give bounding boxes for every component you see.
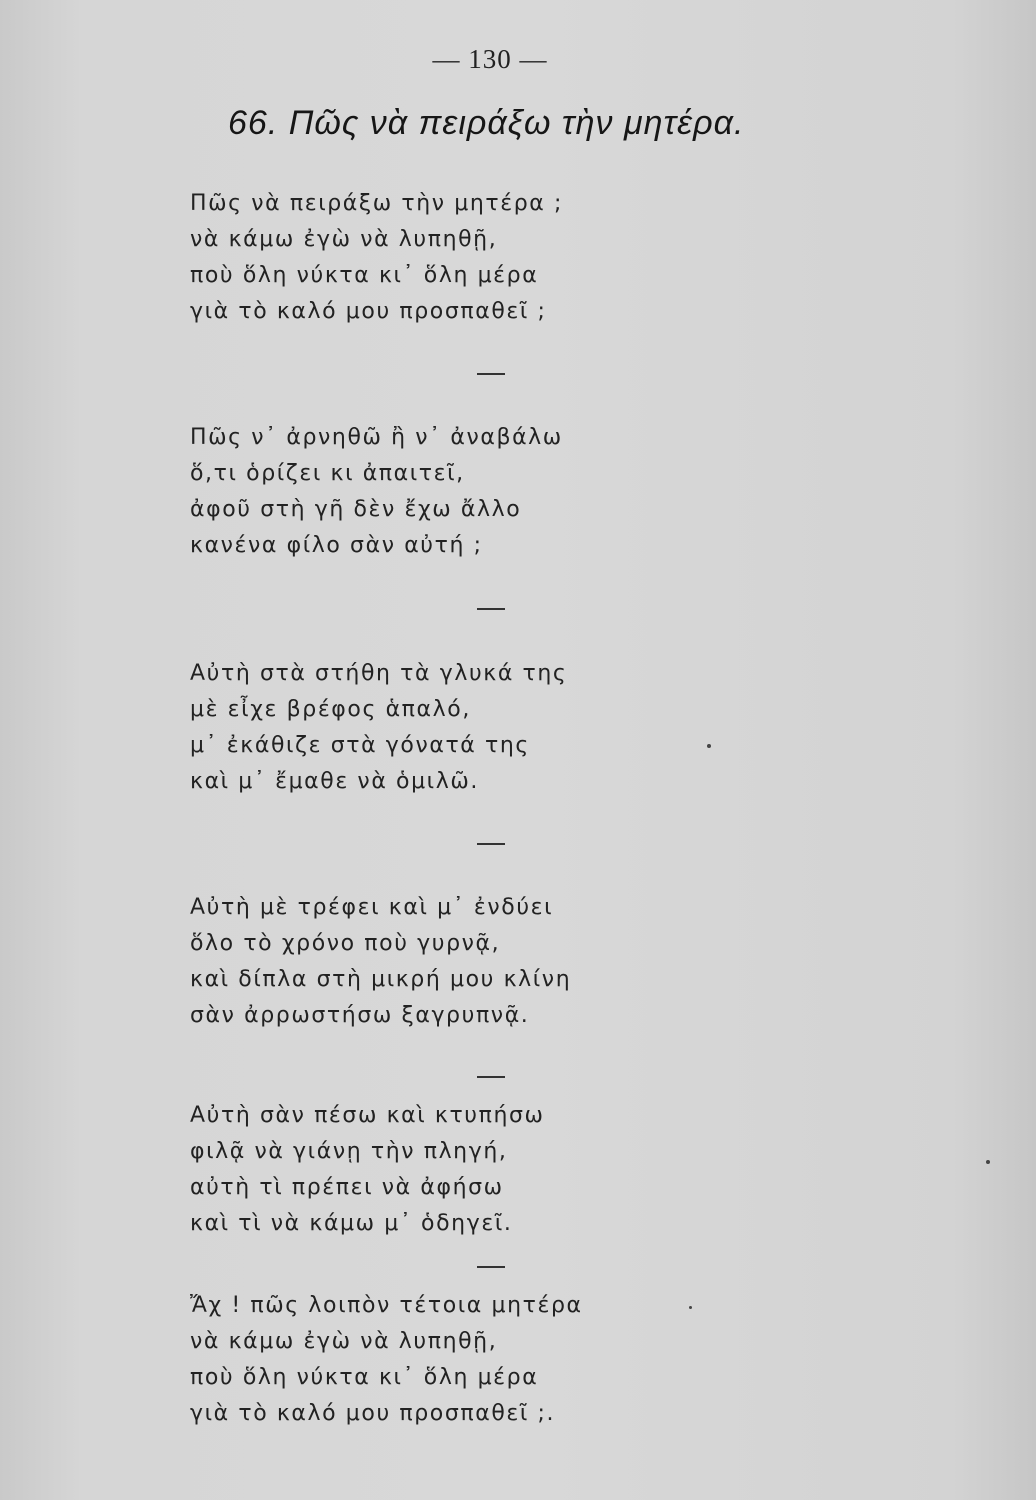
stanza-line: γιὰ τὸ καλό μου προσπαθεῖ ;.: [190, 1401, 556, 1426]
stanza-5: [190, 1098, 545, 1242]
stanza-line: Αὐτὴ σὰν πέσω καὶ κτυπήσω: [190, 1103, 545, 1128]
stanza-line: Ἄχ ! πῶς λοιπὸν τέτοια μητέρα: [190, 1293, 583, 1318]
stanza-line: νὰ κάμω ἐγὼ νὰ λυπηθῇ,: [190, 227, 498, 252]
stanza-line: ποὺ ὅλη νύκτα κι᾽ ὅλη μέρα: [190, 1365, 539, 1390]
stanza-line: κανένα φίλο σὰν αὐτή ;: [190, 533, 483, 558]
stanza-line: φιλᾷ νὰ γιάνῃ τὴν πληγή,: [190, 1139, 508, 1164]
stanza-line: Πῶς ν᾽ ἀρνηθῶ ἢ ν᾽ ἀναβάλω: [190, 425, 563, 450]
stanza-line: ἀφοῦ στὴ γῆ δὲν ἔχω ἄλλο: [190, 497, 522, 522]
stanza-line: σὰν ἀρρωστήσω ξαγρυπνᾷ.: [190, 1003, 530, 1028]
stanza-line: νὰ κάμω ἐγὼ νὰ λυπηθῇ,: [190, 1329, 498, 1354]
stanza-line: αὐτὴ τὶ πρέπει νὰ ἀφήσω: [190, 1175, 504, 1200]
stanza-divider: [477, 1266, 505, 1268]
stanza-divider: [477, 843, 505, 845]
page-number: — 130 —: [432, 44, 548, 74]
stanza-divider: [477, 373, 505, 375]
stanza-line: Πῶς νὰ πειράξω τὴν μητέρα ;: [190, 191, 564, 216]
ink-speck: [707, 744, 711, 748]
stanza-line: γιὰ τὸ καλό μου προσπαθεῖ ;: [190, 299, 547, 324]
stanza-line: καὶ μ᾽ ἔμαθε νὰ ὁμιλῶ.: [190, 769, 479, 794]
stanza-line: Αὐτὴ στὰ στήθη τὰ γλυκά της: [190, 661, 568, 686]
stanza-3: [190, 656, 567, 800]
ink-speck: [986, 1160, 990, 1164]
stanza-line: Αὐτὴ μὲ τρέφει καὶ μ᾽ ἐνδύει: [190, 895, 554, 920]
stanza-line: ὅλο τὸ χρόνο ποὺ γυρνᾷ,: [190, 931, 501, 956]
stanza-line: μ᾽ ἐκάθιζε στὰ γόνατά της: [190, 733, 530, 758]
stanza-line: καὶ δίπλα στὴ μικρή μου κλίνη: [190, 967, 572, 992]
poem-title: 66. Πῶς νὰ πειράξω τὴν μητέρα.: [228, 104, 745, 142]
ink-speck: [689, 1306, 692, 1309]
stanza-divider: [477, 1076, 505, 1078]
stanza-line: ποὺ ὅλη νύκτα κι᾽ ὅλη μέρα: [190, 263, 539, 288]
stanza-line: μὲ εἶχε βρέφος ἁπαλό,: [190, 697, 471, 722]
stanza-line: καὶ τὶ νὰ κάμω μ᾽ ὁδηγεῖ.: [190, 1211, 513, 1236]
stanza-4: [190, 890, 571, 1034]
stanza-6: [190, 1288, 583, 1432]
stanza-divider: [477, 608, 505, 610]
stanza-2: [190, 420, 563, 564]
stanza-1: [190, 186, 563, 330]
stanza-line: ὅ,τι ὁρίζει κι ἀπαιτεῖ,: [190, 461, 465, 486]
